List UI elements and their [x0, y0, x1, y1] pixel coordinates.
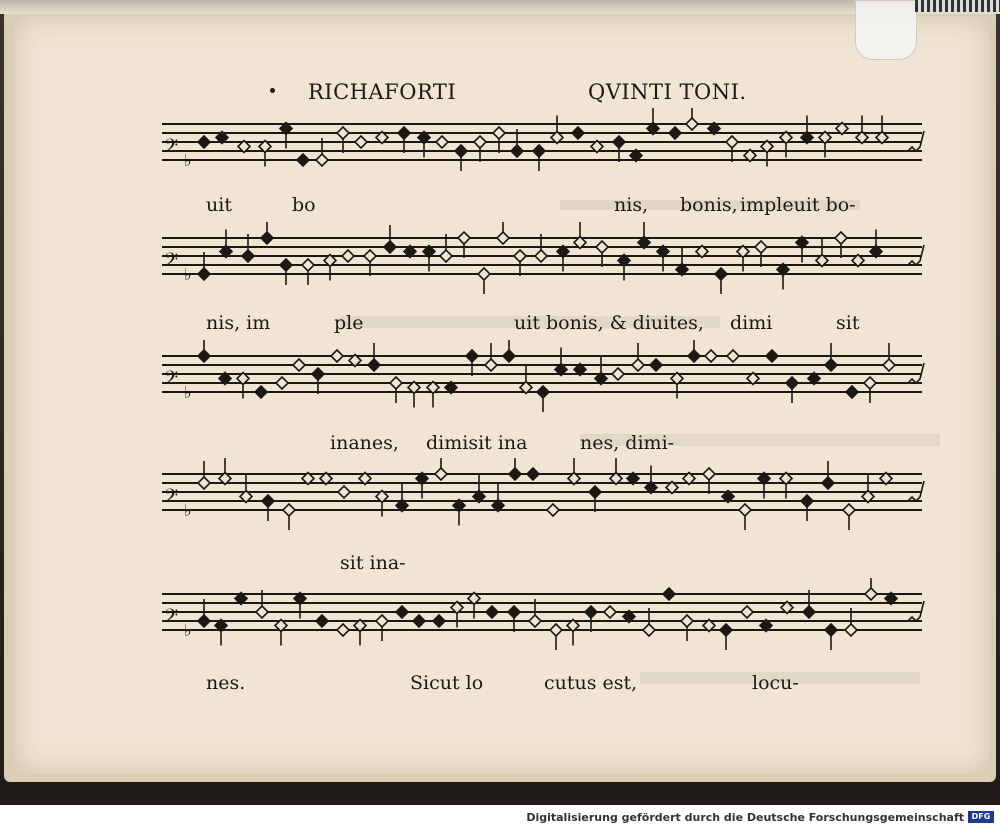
note-head: [261, 232, 273, 244]
f-clef-icon: 𝄢: [164, 368, 179, 393]
note-head: [822, 477, 834, 489]
note-head: [283, 504, 295, 516]
note-head: [739, 504, 751, 516]
note-head: [478, 268, 490, 280]
note-head: [766, 350, 778, 362]
note-head: [276, 377, 288, 389]
page-clip: [855, 0, 917, 60]
music-staff-2: [0, 222, 1000, 302]
lyric: nis, im: [206, 312, 271, 334]
note-head: [466, 350, 478, 362]
note-head: [803, 606, 815, 618]
note-head: [198, 350, 210, 362]
note-head: [705, 350, 717, 362]
note-head: [533, 145, 545, 157]
note-head: [485, 359, 497, 371]
f-clef-icon: 𝄢: [164, 606, 179, 631]
note-head: [396, 606, 408, 618]
lyric: bo: [292, 194, 316, 216]
note-head: [435, 468, 447, 480]
note-head: [242, 250, 254, 262]
f-clef-icon: 𝄢: [164, 250, 179, 275]
note-head: [527, 468, 539, 480]
note-head: [585, 606, 597, 618]
note-head: [497, 232, 509, 244]
note-head: [741, 606, 753, 618]
note-head: [643, 624, 655, 636]
note-head: [376, 615, 388, 627]
note-head: [413, 615, 425, 627]
music-staff-5: [0, 578, 1000, 658]
lyric: nes.: [206, 672, 246, 694]
f-clef-icon: 𝄢: [164, 486, 179, 511]
note-head: [474, 136, 486, 148]
note-head: [433, 615, 445, 627]
note-head: [537, 386, 549, 398]
note-head: [845, 624, 857, 636]
note-head: [720, 624, 732, 636]
lyric: sit: [836, 312, 860, 334]
note-head: [368, 359, 380, 371]
note-head: [613, 136, 625, 148]
note-head: [755, 241, 767, 253]
f-clef-icon: 𝄢: [164, 136, 179, 161]
note-head: [669, 127, 681, 139]
note-head: [786, 377, 798, 389]
note-head: [384, 241, 396, 253]
flat-sign-icon: ♭: [184, 383, 192, 402]
note-head: [514, 250, 526, 262]
note-head: [865, 588, 877, 600]
lyric: uit bonis, & diuites,: [514, 312, 704, 334]
note-head: [255, 386, 267, 398]
running-head-left: RICHAFORTI: [308, 80, 457, 104]
music-staff-3: [0, 340, 1000, 420]
running-head-right: QVINTI TONI.: [588, 80, 747, 104]
note-head: [825, 624, 837, 636]
note-head: [262, 495, 274, 507]
head-ornament-dot: [270, 88, 275, 93]
note-head: [493, 127, 505, 139]
note-head: [398, 127, 410, 139]
note-head: [302, 259, 314, 271]
note-head: [835, 232, 847, 244]
note-head: [440, 250, 452, 262]
note-head: [458, 232, 470, 244]
flat-sign-icon: ♭: [184, 265, 192, 284]
note-head: [508, 606, 520, 618]
note-head: [883, 359, 895, 371]
note-head: [825, 359, 837, 371]
note-head: [511, 145, 523, 157]
note-head: [650, 359, 662, 371]
note-head: [364, 250, 376, 262]
flat-sign-icon: ♭: [184, 501, 192, 520]
note-head: [342, 250, 354, 262]
note-head: [280, 259, 292, 271]
dfg-logo: DFG: [968, 811, 994, 823]
note-head: [198, 615, 210, 627]
note-head: [547, 504, 559, 516]
flat-sign-icon: ♭: [184, 621, 192, 640]
note-head: [727, 350, 739, 362]
note-head: [316, 615, 328, 627]
note-head: [801, 495, 813, 507]
note-head: [604, 606, 616, 618]
lyric: dimisit ina: [426, 432, 528, 454]
note-head: [338, 486, 350, 498]
note-head: [550, 624, 562, 636]
lyric: impleuit bo-: [740, 194, 856, 216]
note-head: [436, 136, 448, 148]
note-head: [726, 136, 738, 148]
lyric: sit ina-: [340, 552, 406, 574]
facing-page-edge: [0, 0, 1000, 14]
note-head: [198, 477, 210, 489]
music-staff-4: [0, 458, 1000, 538]
lyric: uit: [206, 194, 232, 216]
note-head: [297, 154, 309, 166]
note-head: [864, 377, 876, 389]
note-head: [312, 368, 324, 380]
note-head: [529, 615, 541, 627]
note-head: [198, 268, 210, 280]
note-head: [596, 241, 608, 253]
note-head: [686, 118, 698, 130]
note-head: [256, 606, 268, 618]
note-head: [703, 468, 715, 480]
lyric: dimi: [730, 312, 773, 334]
note-head: [337, 624, 349, 636]
note-head: [331, 350, 343, 362]
lyric: nes, dimi-: [580, 432, 675, 454]
lyric: inanes,: [330, 432, 399, 454]
note-head: [663, 588, 675, 600]
footer-credit: Digitalisierung gefördert durch die Deutsche Forschungsgemeinschaft: [526, 811, 964, 824]
note-head: [316, 154, 328, 166]
flat-sign-icon: ♭: [184, 151, 192, 170]
note-head: [390, 377, 402, 389]
note-head: [681, 615, 693, 627]
lyric: bonis,: [680, 194, 738, 216]
note-head: [535, 250, 547, 262]
note-head: [337, 127, 349, 139]
note-head: [509, 468, 521, 480]
note-head: [293, 359, 305, 371]
note-head: [572, 127, 584, 139]
lyric: ple: [334, 312, 364, 334]
note-head: [589, 486, 601, 498]
lyric: cutus est,: [544, 672, 638, 694]
lyric: nis,: [614, 194, 649, 216]
lyric: Sicut lo: [410, 672, 484, 694]
note-head: [355, 136, 367, 148]
note-head: [843, 504, 855, 516]
lyric: locu-: [752, 672, 799, 694]
color-chart-strip: [915, 0, 1000, 12]
note-head: [715, 268, 727, 280]
note-head: [846, 386, 858, 398]
note-head: [688, 350, 700, 362]
note-head: [455, 145, 467, 157]
note-head: [198, 136, 210, 148]
music-staff-1: [0, 108, 1000, 188]
note-head: [486, 606, 498, 618]
note-head: [612, 368, 624, 380]
note-head: [632, 359, 644, 371]
note-head: [503, 350, 515, 362]
